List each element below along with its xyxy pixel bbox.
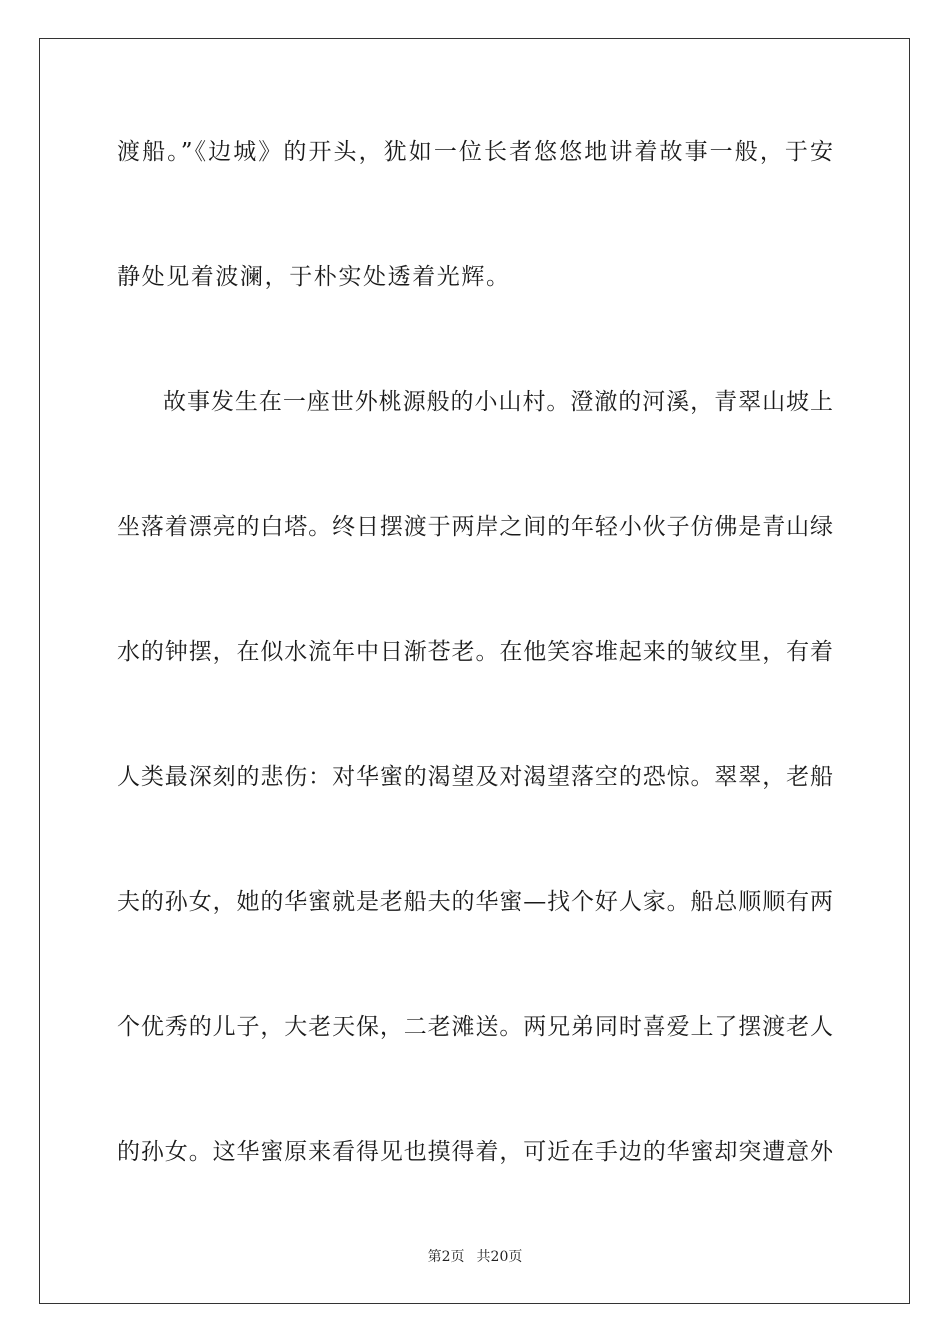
paragraph-line: 坐落着漂亮的白塔。终日摆渡于两岸之间的年轻小伙子仿佛是青山绿 bbox=[117, 514, 833, 540]
paragraph-line: 人类最深刻的悲伤：对华蜜的渴望及对渴望落空的恐惊。翠翠，老船 bbox=[117, 764, 833, 790]
paragraph-line: 水的钟摆，在似水流年中日渐苍老。在他笑容堆起来的皱纹里，有着 bbox=[117, 639, 833, 665]
paragraph-line: 故事发生在一座世外桃源般的小山村。澄澈的河溪，青翠山坡上 bbox=[163, 389, 833, 415]
paragraph-line: 静处见着波澜，于朴实处透着光辉。 bbox=[117, 264, 511, 290]
page-border bbox=[39, 38, 910, 1304]
paragraph-line: 渡船。”《边城》的开头，犹如一位长者悠悠地讲着故事一般，于安 bbox=[117, 139, 833, 165]
page-number: 第2页 bbox=[427, 1249, 465, 1265]
page-footer bbox=[0, 1247, 950, 1267]
paragraph-line: 个优秀的儿子，大老天保，二老滩送。两兄弟同时喜爱上了摆渡老人 bbox=[117, 1014, 833, 1040]
paragraph-line: 的孙女。这华蜜原来看得见也摸得着，可近在手边的华蜜却突遭意外 bbox=[117, 1139, 833, 1165]
total-pages: 共20页 bbox=[476, 1249, 523, 1265]
paragraph-line: 夫的孙女，她的华蜜就是老船夫的华蜜—找个好人家。船总顺顺有两 bbox=[117, 889, 833, 915]
